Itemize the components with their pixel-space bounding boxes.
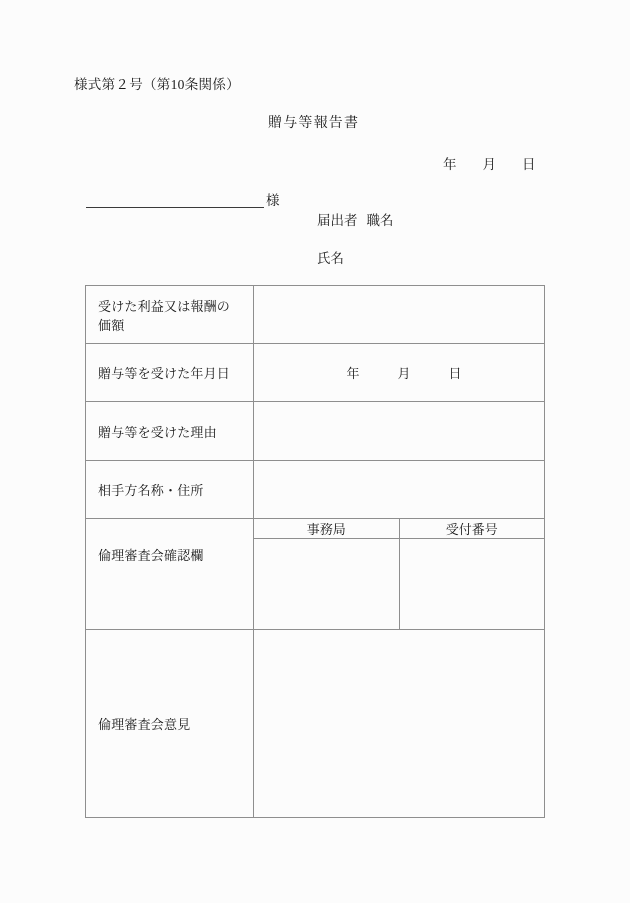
row-label-reason: 贈与等を受けた理由 (86, 402, 254, 461)
row-value-reason[interactable] (254, 402, 545, 461)
row-label-date-received: 贈与等を受けた年月日 (86, 344, 254, 402)
row-label-counterparty: 相手方名称・住所 (86, 461, 254, 519)
filer-name-label: 氏名 (317, 251, 344, 266)
subcolumn-header-office: 事務局 (254, 519, 399, 539)
filer-role-line (317, 214, 394, 228)
table-row (86, 519, 545, 630)
ethics-confirmation-block (254, 519, 545, 630)
received-date-day: 日 (448, 366, 462, 381)
received-date-year: 年 (346, 366, 360, 381)
addressee-input-rule[interactable] (86, 190, 264, 208)
subcolumn-value-receipt-number[interactable] (399, 539, 544, 630)
row-value-ethics-opinion[interactable] (254, 630, 545, 818)
addressee-line (86, 190, 280, 208)
form-code: 様式第２号（第10条関係） (74, 77, 240, 92)
table-row (86, 344, 545, 402)
row-value-counterparty[interactable] (254, 461, 545, 519)
received-date-month: 月 (397, 366, 411, 381)
table-row (86, 461, 545, 519)
ethics-subvalue-row (254, 539, 544, 630)
table-row (86, 286, 545, 344)
filer-role-label: 届出者 (317, 213, 358, 228)
ethics-confirmation-table (254, 519, 544, 629)
row-value-benefit-value[interactable] (254, 286, 545, 344)
submission-date-day: 日 (522, 157, 536, 172)
table-row (86, 402, 545, 461)
submission-date (443, 158, 536, 172)
filer-role-value: 職名 (366, 213, 394, 228)
subcolumn-header-receipt-number: 受付番号 (399, 519, 544, 539)
page-title: 贈与等報告書 (268, 116, 360, 131)
ethics-subheader-row (254, 519, 544, 539)
table-row (86, 630, 545, 818)
received-date (254, 363, 544, 382)
submission-date-year: 年 (443, 157, 457, 172)
row-label-benefit-value: 受けた利益又は報酬の価額 (86, 286, 254, 344)
submission-date-month: 月 (482, 157, 496, 172)
row-value-date-received[interactable] (254, 344, 545, 402)
addressee-suffix: 様 (266, 192, 280, 208)
subcolumn-value-office[interactable] (254, 539, 399, 630)
report-table (85, 285, 545, 818)
row-label-ethics-opinion: 倫理審査会意見 (86, 630, 254, 818)
row-label-ethics-confirmation: 倫理審査会確認欄 (86, 519, 254, 630)
